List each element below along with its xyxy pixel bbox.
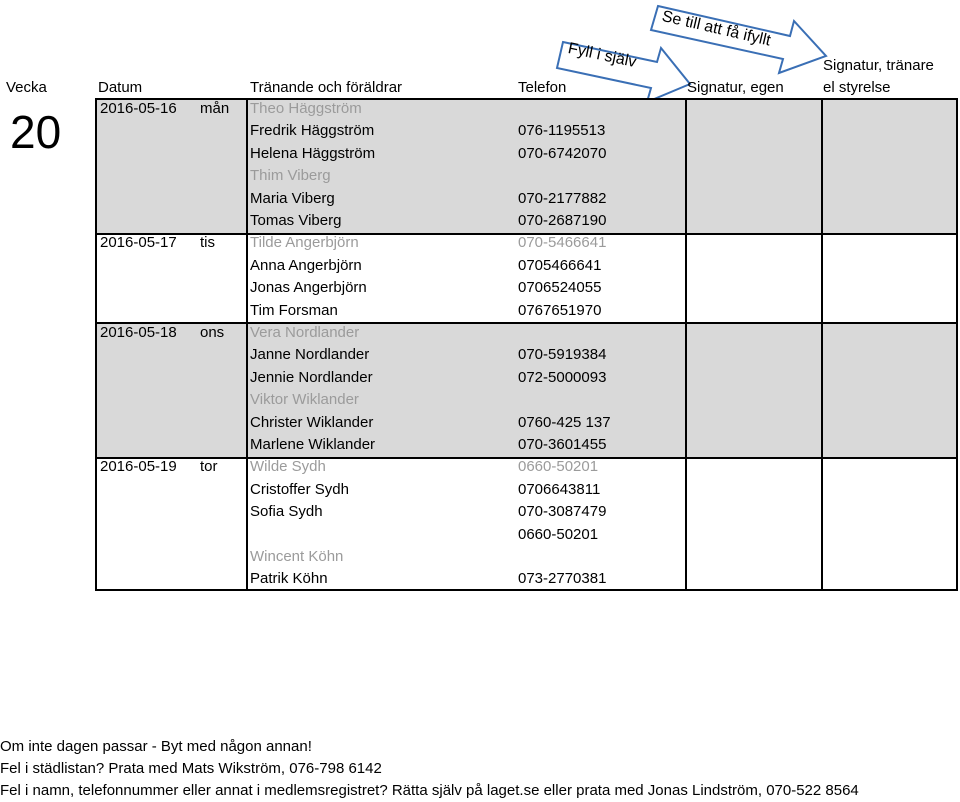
header-datum: Datum: [98, 79, 143, 96]
grid-line: [95, 233, 958, 235]
row-name: Theo Häggström: [250, 100, 362, 117]
row-name: Tomas Viberg: [250, 212, 342, 229]
row-name: Patrik Köhn: [250, 570, 328, 588]
row-name: Tim Forsman: [250, 301, 338, 319]
row-phone: 070-6742070: [518, 144, 607, 162]
row-name: Wincent Köhn: [250, 548, 344, 565]
week-number: 20: [10, 106, 62, 158]
table-row: [95, 143, 958, 165]
row-name: Marlene Wiklander: [250, 436, 376, 453]
table-row: [95, 434, 958, 456]
row-phone: 070-5466641: [518, 234, 607, 252]
header-telefon: Telefon: [518, 79, 567, 96]
row-phone: 070-5919384: [518, 346, 607, 364]
row-phone: 070-2177882: [518, 189, 607, 207]
row-name: Janne Nordlander: [250, 346, 370, 364]
row-phone: 070-3087479: [518, 503, 607, 521]
footer-line-2: Fel i städlistan? Prata med Mats Wikström, 076-798 6142: [0, 760, 382, 777]
row-name: Jonas Angerbjörn: [250, 279, 367, 297]
grid-line: [95, 98, 958, 100]
header-signatur-egen: Signatur, egen: [687, 79, 784, 96]
header-tranande: Tränande och föräldrar: [250, 79, 403, 96]
schedule-table: [95, 98, 958, 591]
table-row: [95, 479, 958, 501]
table-row: [95, 344, 958, 366]
table-row: [95, 300, 958, 322]
table-row: [95, 367, 958, 389]
table-row: [95, 255, 958, 277]
table-row: [95, 524, 958, 546]
row-phone: 0706643811: [518, 480, 601, 498]
row-name: Anna Angerbjörn: [250, 256, 362, 274]
row-name: Sofia Sydh: [250, 503, 323, 521]
grid-line: [95, 457, 958, 459]
table-row: [95, 232, 958, 254]
row-day: ons: [200, 324, 225, 341]
row-phone: 076-1195513: [518, 122, 606, 140]
row-name: Thim Viberg: [250, 167, 331, 185]
row-name: Christer Wiklander: [250, 413, 374, 431]
row-name: Jennie Nordlander: [250, 368, 373, 386]
footer-line-3: Fel i namn, telefonnummer eller annat i medlemsregistret? Rätta själv på laget.se eller prata med Jonas Lindström, 070-522 8564: [0, 782, 859, 799]
row-phone: 070-2687190: [518, 212, 607, 229]
row-day: tis: [200, 234, 215, 252]
header-vecka: Vecka: [6, 79, 47, 96]
header-signatur-tranare-2: el styrelse: [823, 79, 891, 96]
row-phone: 073-2770381: [518, 570, 607, 588]
table-row: [95, 98, 958, 120]
grid-line: [95, 322, 958, 324]
row-phone: 0660-50201: [518, 458, 599, 476]
table-row: [95, 456, 958, 478]
table-row: [95, 389, 958, 411]
grid-line: [95, 98, 97, 591]
row-name: Tilde Angerbjörn: [250, 234, 359, 252]
row-phone: 070-3601455: [518, 436, 607, 453]
row-date: 2016-05-19: [100, 458, 177, 476]
row-date: 2016-05-17: [100, 234, 177, 252]
grid-line: [95, 589, 958, 591]
row-phone: 0760-425 137: [518, 413, 611, 431]
table-row: [95, 277, 958, 299]
row-name: Helena Häggström: [250, 144, 376, 162]
row-phone: 072-5000093: [518, 368, 607, 386]
table-row: [95, 322, 958, 344]
row-name: Maria Viberg: [250, 189, 335, 207]
instruction-arrows: [0, 0, 960, 110]
grid-line: [246, 98, 248, 591]
row-date: 2016-05-18: [100, 324, 177, 341]
row-name: Vera Nordlander: [250, 324, 360, 341]
row-name: Cristoffer Sydh: [250, 480, 349, 498]
table-row: [95, 546, 958, 568]
row-name: Viktor Wiklander: [250, 391, 359, 409]
table-row: [95, 568, 958, 590]
header-signatur-tranare: Signatur, tränare: [823, 57, 934, 74]
row-day: tor: [200, 458, 218, 476]
row-date: 2016-05-16: [100, 100, 177, 117]
row-phone: 0767651970: [518, 301, 602, 319]
grid-line: [685, 98, 687, 591]
row-day: mån: [200, 100, 230, 117]
row-phone: 0705466641: [518, 256, 602, 274]
grid-line: [956, 98, 958, 591]
row-name: Wilde Sydh: [250, 458, 326, 476]
footer-line-1: Om inte dagen passar - Byt med någon annan!: [0, 738, 312, 755]
row-phone: 0660-50201: [518, 525, 599, 543]
table-row: [95, 501, 958, 523]
table-row: [95, 412, 958, 434]
fyll-i-label: Fyll i själv: [566, 40, 638, 72]
table-row: [95, 120, 958, 142]
table-row: [95, 188, 958, 210]
table-row: [95, 165, 958, 187]
row-name: Fredrik Häggström: [250, 122, 375, 140]
row-phone: 0706524055: [518, 279, 602, 297]
table-row: [95, 210, 958, 232]
se-till-label: Se till att få ifyllt: [660, 8, 773, 50]
grid-line: [821, 98, 823, 591]
